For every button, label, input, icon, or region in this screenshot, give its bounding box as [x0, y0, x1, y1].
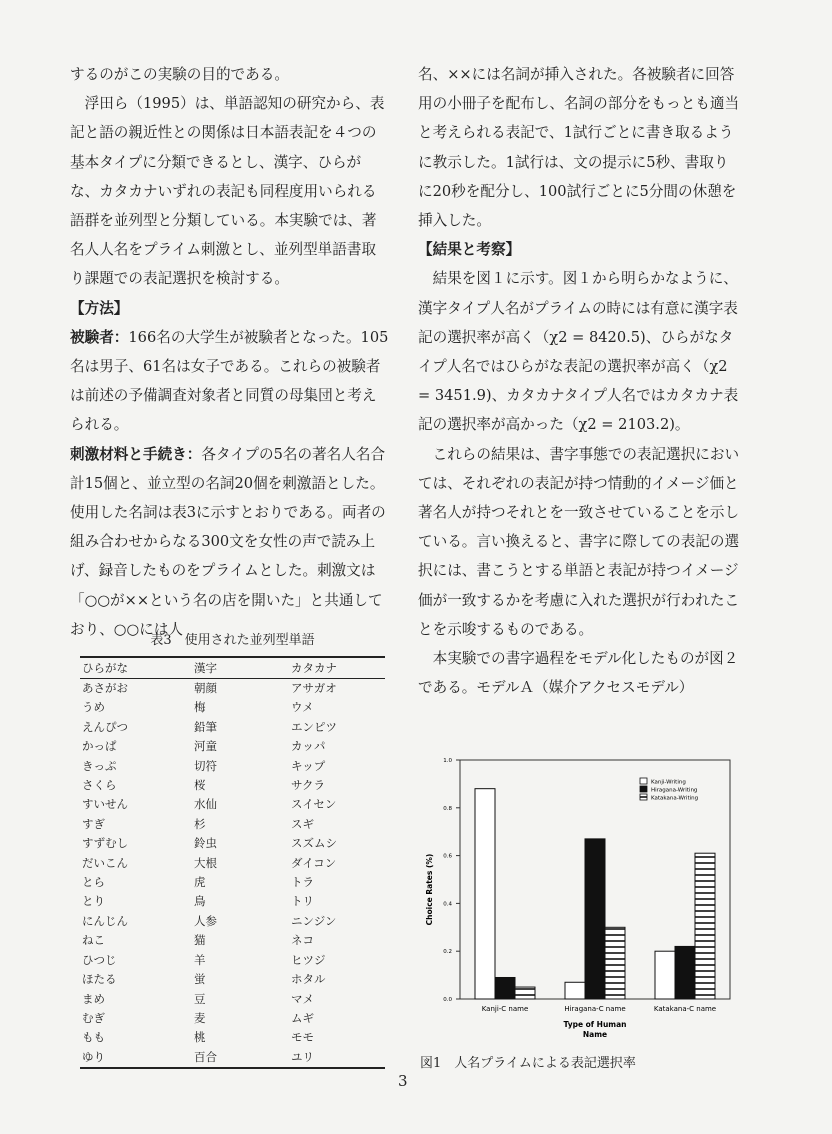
cell-katakana: スギ — [291, 816, 314, 831]
cell-hiragana: とら — [82, 875, 105, 890]
cell-katakana: ユリ — [289, 1048, 385, 1068]
materials-label: 刺激材料と手続き： — [70, 445, 202, 463]
table-row — [80, 737, 385, 756]
bar-white — [565, 982, 585, 999]
cell-katakana: モモ — [291, 1030, 314, 1045]
bar-white — [475, 789, 495, 999]
method-heading: 【方法】 — [70, 299, 129, 317]
y-tick-label: 0.0 — [443, 997, 452, 1003]
cell-kanji: 百合 — [192, 1048, 289, 1068]
x-category-label: Kanji-C name — [481, 1005, 529, 1013]
table-row — [80, 698, 385, 717]
legend-swatch-black — [640, 786, 647, 792]
intro-paragraph-end: するのがこの実験の目的である。 — [70, 66, 289, 83]
cell-kanji: 桜 — [194, 778, 206, 793]
bar-striped — [515, 987, 535, 999]
cell-hiragana: にんじん — [82, 913, 128, 928]
x-axis-label: Type of Human — [563, 1020, 627, 1029]
page-number: 3 — [398, 1072, 408, 1090]
cell-kanji: 朝顔 — [194, 681, 217, 695]
table-row — [80, 990, 385, 1009]
table-row — [80, 679, 385, 699]
word-table — [80, 656, 385, 1069]
background-paragraph: 浮田ら（1995）は、単語認知の研究から、表記と語の親近性との関係は日本語表記を４つの基本タイプに分類できるとし、漢字、ひらがな、カタカナいずれの表記も同程度用いられる語群を並列型と分類している。本実験では、著名人人名をプライム刺激とし、並列型単語書取り課題での表記選択を検討する。 — [70, 95, 385, 288]
table-header-hiragana: ひらがな — [80, 657, 192, 679]
table-row — [80, 892, 385, 911]
cell-katakana: スイセン — [291, 797, 337, 812]
cell-hiragana: さくら — [82, 778, 117, 793]
subjects-label: 被験者： — [70, 328, 129, 346]
table-row — [80, 951, 385, 970]
cell-kanji: 虎 — [194, 875, 206, 890]
bar-striped — [605, 927, 625, 999]
cell-katakana: ネコ — [291, 933, 314, 948]
cell-katakana: エンピツ — [291, 719, 337, 734]
cell-hiragana: すいせん — [82, 797, 128, 812]
x-axis-label-line2: Name — [582, 1030, 608, 1039]
table-header-kanji: 漢字 — [192, 657, 289, 679]
cell-hiragana: きっぷ — [82, 758, 117, 773]
cell-kanji: 鳥 — [194, 894, 206, 909]
cell-katakana: キップ — [291, 758, 326, 773]
choice-rate-chart — [420, 752, 740, 1047]
cell-kanji: 河童 — [194, 739, 217, 754]
bar-black — [675, 946, 695, 999]
cell-katakana: トラ — [291, 875, 314, 890]
cell-hiragana: ひつじ — [82, 952, 117, 967]
legend-swatch-striped — [640, 794, 647, 800]
cell-katakana: アサガオ — [291, 681, 337, 695]
cell-kanji: 梅 — [194, 700, 206, 715]
table-row — [80, 757, 385, 776]
bar-white — [655, 951, 675, 999]
cell-katakana: ニンジン — [291, 913, 337, 928]
results-heading: 【結果と考察】 — [418, 241, 521, 259]
results-paragraph: 結果を図１に示す。図１から明らかなように、漢字タイプ人名がプライムの時には有意に漢字表記の選択率が高く（χ2 = 8420.5)、ひらがなタイプ人名ではひらがな表記の選択率が高く（χ2 = 3451.9)、カタカナタイプ人名ではカタカナ表記の選択率が高かった（χ2 = 2103.2)。 — [418, 270, 739, 434]
bar-striped — [695, 853, 715, 999]
cell-hiragana: もも — [82, 1030, 105, 1045]
cell-hiragana: ゆり — [80, 1048, 192, 1068]
cell-katakana: サクラ — [291, 778, 326, 793]
cell-kanji: 麦 — [194, 1010, 206, 1025]
legend-label: Katakana-Writing — [651, 795, 699, 802]
cell-hiragana: あさがお — [82, 681, 128, 695]
table-row — [80, 1028, 385, 1047]
table-header-row — [80, 657, 385, 679]
cell-kanji: 人参 — [194, 913, 217, 928]
legend-label: Hiragana-Writing — [651, 787, 698, 794]
table-row — [80, 912, 385, 931]
y-tick-label: 1.0 — [443, 758, 452, 764]
table-caption: 表3 使用された並列型単語 — [150, 633, 315, 648]
y-tick-label: 0.6 — [443, 853, 452, 860]
cell-katakana: カッパ — [291, 739, 326, 754]
table-row — [80, 970, 385, 989]
cell-hiragana: むぎ — [82, 1010, 105, 1025]
right-column — [418, 60, 740, 702]
cell-kanji: 蛍 — [194, 972, 206, 987]
legend-label: Kanji-Writing — [651, 779, 686, 786]
table-row — [80, 795, 385, 814]
cell-kanji: 猫 — [194, 933, 206, 948]
cell-kanji: 豆 — [194, 991, 206, 1006]
cell-katakana: トリ — [291, 894, 314, 909]
cell-kanji: 鈴虫 — [194, 836, 217, 851]
cell-hiragana: かっぱ — [82, 739, 117, 754]
table-row — [80, 1009, 385, 1028]
cell-kanji: 鉛筆 — [194, 719, 217, 734]
cell-hiragana: うめ — [82, 700, 105, 715]
table-header-katakana: カタカナ — [289, 657, 385, 679]
table-row — [80, 931, 385, 950]
subjects-text: 166名の大学生が被験者となった。105名は男子、61名は女子である。これらの被験者は前述の予備調査対象者と同質の母集団と考えられる。 — [70, 328, 389, 434]
cell-hiragana: ねこ — [82, 933, 105, 948]
cell-katakana: スズムシ — [291, 836, 337, 851]
y-tick-label: 0.2 — [443, 949, 452, 956]
table-row — [80, 815, 385, 834]
cell-katakana: ムギ — [291, 1010, 314, 1025]
bar-black — [495, 977, 515, 999]
table-row — [80, 873, 385, 892]
materials-paragraph — [70, 440, 390, 644]
cell-kanji: 羊 — [194, 952, 206, 967]
cell-kanji: 切符 — [194, 758, 217, 773]
cell-hiragana: だいこん — [82, 855, 128, 870]
y-axis-label: Choice Rates (%) — [425, 853, 434, 926]
cell-hiragana: えんぴつ — [82, 719, 128, 734]
legend-swatch-white — [640, 778, 647, 784]
table-row — [80, 776, 385, 795]
cell-kanji: 杉 — [194, 816, 206, 831]
cell-katakana: ダイコン — [291, 855, 337, 870]
materials-text: 各タイプの5名の著名人名合計15個と、並立型の名詞20個を刺激語とした。使用した名詞は表3に示すとおりである。両者の組み合わせからなる300文を女性の声で読み上げ、録音したものをプライムとした。刺激文は「○○が××という名の店を開いた」と共通しており、○○には人 — [70, 445, 386, 638]
cell-hiragana: すぎ — [82, 816, 105, 831]
x-category-label: Katakana-C name — [653, 1005, 717, 1013]
table-body — [80, 679, 385, 1069]
cell-katakana: ヒツジ — [291, 952, 326, 967]
figure-caption: 図1 人名プライムによる表記選択率 — [420, 1056, 636, 1071]
cell-hiragana: とり — [82, 894, 105, 909]
cell-kanji: 水仙 — [194, 797, 217, 812]
cell-katakana: マメ — [291, 991, 314, 1006]
table-row — [80, 718, 385, 737]
y-tick-label: 0.4 — [443, 901, 452, 908]
table-row — [80, 834, 385, 853]
cell-hiragana: ほたる — [82, 972, 117, 987]
cell-kanji: 桃 — [194, 1030, 206, 1045]
procedure-paragraph: 名、××には名詞が挿入された。各被験者に回答用の小冊子を配布し、名詞の部分をもっとも適当と考えられる表記で、1試行ごとに書き取るように教示した。1試行は、文の提示に5秒、書取りに20秒を配分し、100試行ごとに5分間の休憩を挿入した。 — [418, 66, 740, 230]
discussion-paragraph: これらの結果は、書字事態での表記選択においては、それぞれの表記が持つ情動的イメージ価と著名人が持つそれとを一致させていることを示している。言い換えると、書字に際しての表記の選択には、書こうとする単語と表記が持つイメージ価が一致するかを考慮に入れた選択が行われたことを示唆するものである。 — [418, 445, 740, 638]
cell-katakana: ホタル — [291, 972, 326, 987]
x-category-label: Hiragana-C name — [564, 1005, 626, 1013]
model-paragraph: 本実験での書字過程をモデル化したものが図２である。モデルＡ（媒介アクセスモデル） — [418, 650, 739, 697]
bar-black — [585, 839, 605, 999]
cell-kanji: 大根 — [194, 855, 217, 870]
cell-hiragana: まめ — [82, 991, 105, 1006]
left-column — [70, 60, 390, 644]
cell-hiragana: すずむし — [82, 836, 129, 851]
table-row — [80, 1048, 385, 1068]
subjects-paragraph — [70, 323, 390, 440]
cell-katakana: ウメ — [291, 700, 314, 715]
table-row — [80, 854, 385, 873]
y-tick-label: 0.8 — [443, 805, 452, 812]
